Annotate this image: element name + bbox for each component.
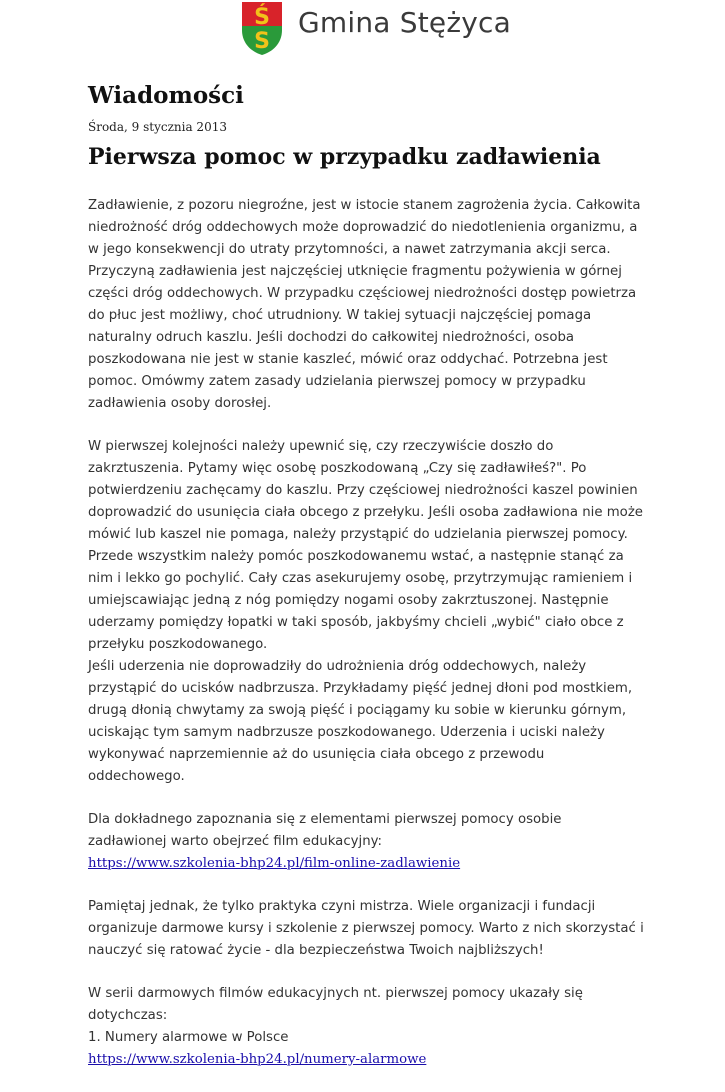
list-item: 1. Numery alarmowe w Polsce	[88, 1030, 289, 1045]
article-title: Pierwsza pomoc w przypadku zadławienia	[88, 144, 601, 170]
section-title: Wiadomości	[88, 82, 244, 109]
paragraph-film	[88, 809, 644, 875]
svg-text:S: S	[254, 29, 270, 54]
paragraph-series	[88, 983, 644, 1071]
paragraph-steps	[88, 436, 644, 788]
paragraph-steps-part2: Jeśli uderzenia nie doprowadziły do udrożnienia dróg oddechowych, należy przystąpić do ucisków nadbrzusza. Przykładamy pięść jednej dłoni pod mostkiem, drugą dłonią chwytamy za swoją pięść i pociągamy ku sobie w kierunku górnym, uciskając tym samym nadbrzusze poszkodowanego. Uderzenia i uciski należy wykonywać naprzemiennie aż do usunięcia ciała obcego z przewodu oddechowego.	[88, 659, 633, 784]
site-header	[0, 0, 725, 60]
numery-link[interactable]: https://www.szkolenia-bhp24.pl/numery-alarmowe	[88, 1052, 427, 1067]
article-body	[88, 195, 644, 1092]
article-date: Środa, 9 stycznia 2013	[88, 120, 227, 134]
paragraph-film-text: Dla dokładnego zapoznania się z elementami pierwszej pomocy osobie zadławionej warto obejrzeć film edukacyjny:	[88, 812, 562, 849]
paragraph-practice: Pamiętaj jednak, że tylko praktyka czyni mistrza. Wiele organizacji i fundacji organizuje darmowe kursy i szkolenie z pierwszej pomocy. Warto z nich skorzystać i nauczyć się ratować życie - dla bezpieczeństwa Twoich najbliższych!	[88, 899, 644, 958]
svg-text:Ś: Ś	[254, 5, 270, 30]
paragraph-series-text: W serii darmowych filmów edukacyjnych nt. pierwszej pomocy ukazały się dotychczas:	[88, 986, 583, 1023]
paragraph-steps-part1: W pierwszej kolejności należy upewnić się, czy rzeczywiście doszło do zakrztuszenia. Pytamy więc osobę poszkodowaną „Czy się zadławiłeś?". Po potwierdzeniu zachęcamy do kaszlu. Przy częściowej niedrożności kaszel powinien doprowadzić do usunięcia ciała obcego z przełyku. Jeśli osoba zadławiona nie może mówić lub kaszel nie pomaga, należy przystąpić do udzielania pierwszej pomocy. Przede wszystkim należy pomóc poszkodowanemu wstać, a następnie stanąć za nim i lekko go pochylić. Cały czas asekurujemy osobę, przytrzymując ramieniem i umiejscawiając jedną z nóg pomiędzy nogami osoby zakrztuszonej. Następnie uderzamy pomiędzy łopatki w taki sposób, jakbyśmy chcieli „wybić" ciało obce z przełyku poszkodowanego.	[88, 439, 643, 652]
coat-of-arms-icon[interactable]	[240, 0, 284, 56]
paragraph-intro: Zadławienie, z pozoru niegroźne, jest w istocie stanem zagrożenia życia. Całkowita niedrożność dróg oddechowych może doprowadzić do niedotlenienia organizmu, a w jego konsekwencji do utraty przytomności, a nawet zatrzymania akcji serca. Przyczyną zadławienia jest najczęściej utknięcie fragmentu pożywienia w górnej części dróg oddechowych. W przypadku częściowej niedrożności dostęp powietrza do płuc jest możliwy, choć utrudniony. W takiej sytuacji najczęściej pomaga naturalny odruch kaszlu. Jeśli dochodzi do całkowitej niedrożności, osoba poszkodowana nie jest w stanie kaszleć, mówić oraz oddychać. Potrzebna jest pomoc. Omówmy zatem zasady udzielania pierwszej pomocy w przypadku zadławienia osoby dorosłej.	[88, 198, 641, 411]
site-name[interactable]: Gmina Stężyca	[298, 6, 511, 39]
film-link[interactable]: https://www.szkolenia-bhp24.pl/film-online-zadlawienie	[88, 856, 461, 871]
